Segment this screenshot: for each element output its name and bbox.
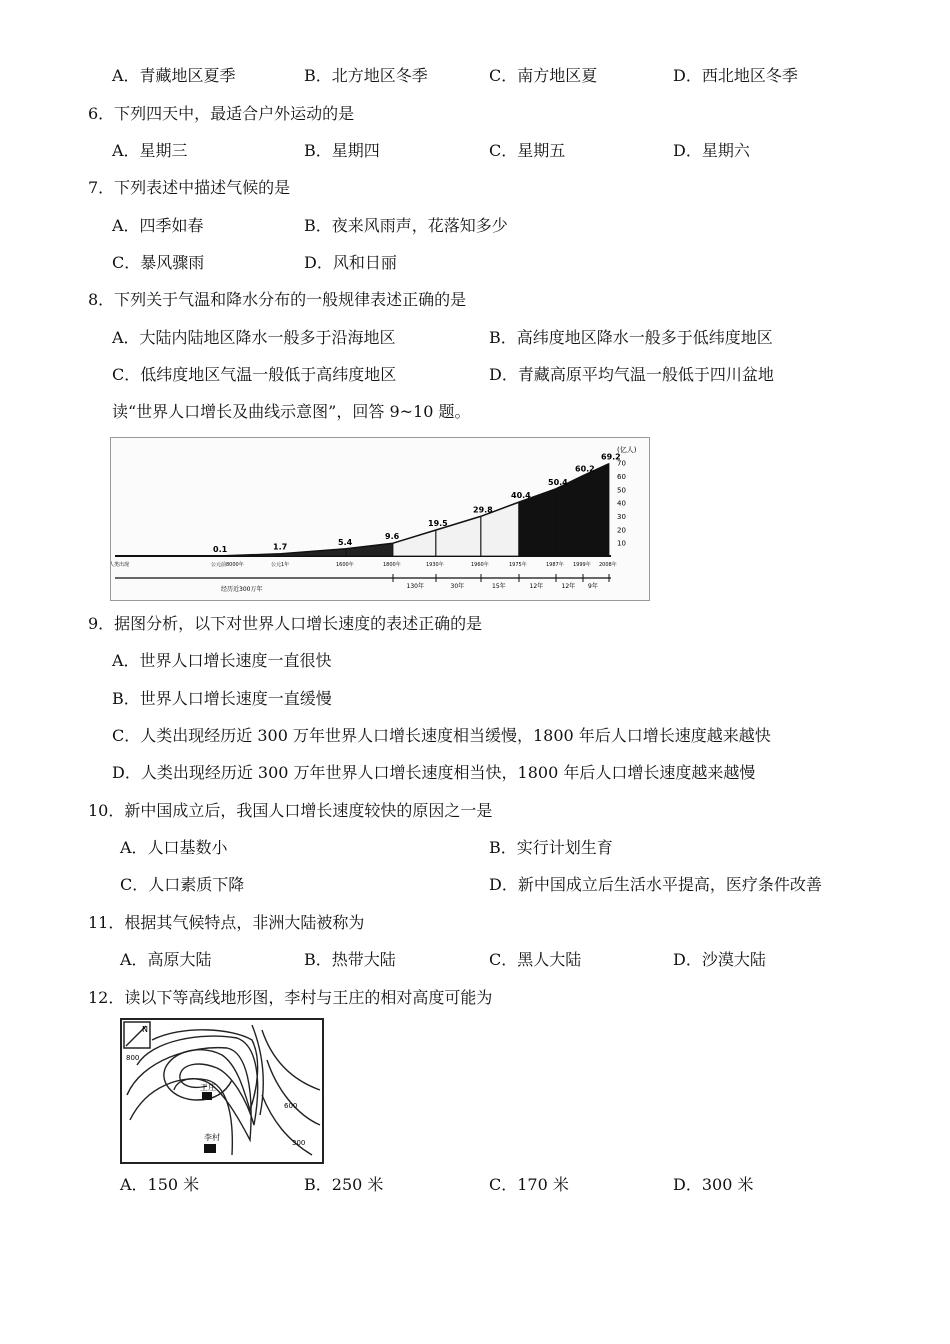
q9-option-b: B．世界人口增长速度一直缓慢: [112, 689, 332, 708]
contour-line: [127, 1048, 251, 1140]
area-segment: [556, 476, 583, 556]
q10-stem: 10．新中国成立后，我国人口增长速度较快的原因之一是: [88, 801, 493, 820]
data-label: 29.8: [473, 505, 493, 515]
licun-label: 李村: [204, 1133, 220, 1142]
data-label: 5.4: [338, 537, 353, 547]
data-label: 60.2: [575, 464, 595, 474]
q11-option-d: D．沙漠大陆: [673, 950, 766, 969]
q12-option-c: C．170 米: [489, 1175, 569, 1194]
data-label: 69.2: [601, 452, 621, 462]
data-label: 19.5: [428, 519, 448, 528]
contour-label-800: 800: [126, 1054, 140, 1062]
q11-option-a: A．高原大陆: [120, 950, 212, 969]
x-tick-label: 1975年: [509, 562, 527, 568]
q10-option-b: B．实行计划生育: [489, 838, 613, 857]
y-tick-label: 50: [617, 486, 626, 495]
q12-option-b: B．250 米: [304, 1175, 384, 1194]
q8-stem: 8．下列关于气温和降水分布的一般规律表述正确的是: [88, 290, 467, 309]
interval-label: 9年: [588, 583, 598, 590]
contour-line: [262, 1030, 320, 1090]
y-tick-label: 40: [617, 499, 626, 508]
q6-stem: 6．下列四天中，最适合户外运动的是: [88, 104, 355, 123]
x-tick-label: 1800年: [383, 562, 401, 568]
q7-stem: 7．下列表述中描述气候的是: [88, 178, 291, 197]
q12-option-d: D．300 米: [673, 1175, 754, 1194]
y-tick-label: 30: [617, 513, 626, 521]
area-segment: [583, 464, 609, 556]
q12-option-a: A．150 米: [120, 1175, 200, 1194]
q8-option-c: C．低纬度地区气温一般低于高纬度地区: [112, 365, 397, 384]
q8-option-b: B．高纬度地区降水一般多于低纬度地区: [489, 328, 773, 347]
population-chart-svg: [111, 438, 649, 600]
north-label: N: [142, 1025, 148, 1034]
x-tick-label: 1960年: [471, 562, 489, 568]
y-tick-label: 70: [617, 459, 626, 468]
x-tick-label: 1987年: [546, 562, 564, 568]
y-tick-label: 60: [617, 473, 626, 481]
q11-option-c: C．黑人大陆: [489, 950, 582, 969]
q9-option-a: A．世界人口增长速度一直很快: [112, 651, 332, 670]
x-tick-label: 人类出现: [111, 562, 130, 568]
data-label: 9.6: [385, 532, 400, 542]
q10-option-c: C．人口素质下降: [120, 875, 245, 894]
x-tick-label: 1930年: [426, 562, 444, 568]
q7-option-a: A．四季如春: [112, 216, 204, 235]
interval-label: 15年: [492, 583, 506, 590]
q9-option-c: C．人类出现经历近 300 万年世界人口增长速度相当缓慢，1800 年后人口增长速度越来越快: [112, 726, 771, 745]
area-segment: [393, 530, 436, 556]
q11-stem: 11．根据其气候特点，非洲大陆被称为: [88, 913, 365, 932]
data-label: 0.1: [213, 544, 228, 554]
x-tick-label: 1999年: [573, 562, 591, 568]
population-chart: [110, 437, 650, 601]
q6-option-d: D．星期六: [673, 141, 750, 160]
q5-option-a: A．青藏地区夏季: [112, 66, 236, 85]
data-label: 40.4: [511, 491, 531, 501]
interval-label: 12年: [561, 583, 576, 590]
wangzhuang-label: 王庄: [200, 1083, 216, 1092]
intro-9-10: 读“世界人口增长及曲线示意图”，回答 9~10 题。: [112, 402, 471, 421]
q12-stem: 12．读以下等高线地形图，李村与王庄的相对高度可能为: [88, 988, 493, 1007]
q6-option-c: C．星期五: [489, 141, 566, 160]
wangzhuang-marker: [202, 1092, 212, 1100]
y-unit-label: (亿人): [617, 446, 637, 454]
x-tick-label: 公元1年: [271, 562, 290, 568]
q7-option-d: D．风和日丽: [304, 253, 397, 272]
x-tick-label: 公元前8000年: [211, 562, 244, 568]
contour-label-600: 600: [284, 1102, 298, 1110]
q6-option-b: B．星期四: [304, 141, 380, 160]
q8-option-a: A．大陆内陆地区降水一般多于沿海地区: [112, 328, 396, 347]
data-label: 1.7: [273, 542, 288, 552]
q10-option-d: D．新中国成立后生活水平提高，医疗条件改善: [489, 875, 822, 894]
x-tick-label: 1600年: [336, 562, 354, 568]
q5-option-d: D．西北地区冬季: [673, 66, 798, 85]
q10-option-a: A．人口基数小: [120, 838, 228, 857]
y-tick-label: 10: [617, 539, 626, 548]
x-tick-label: 2008年: [599, 562, 617, 568]
q6-option-a: A．星期三: [112, 141, 188, 160]
interval-label: 130年: [406, 583, 424, 590]
q7-option-b: B．夜来风雨声，花落知多少: [304, 216, 508, 235]
area-segment: [346, 543, 393, 556]
q8-option-d: D．青藏高原平均气温一般低于四川盆地: [489, 365, 774, 384]
contour-line: [267, 1060, 320, 1125]
interval-label: 12年: [529, 583, 544, 590]
span-label: 经历近300万年: [221, 586, 263, 593]
q5-option-b: B．北方地区冬季: [304, 66, 428, 85]
q7-option-c: C．暴风骤雨: [112, 253, 205, 272]
q9-option-d: D．人类出现经历近 300 万年世界人口增长速度相当快，1800 年后人口增长速度越来越慢: [112, 763, 756, 782]
q5-option-c: C．南方地区夏: [489, 66, 598, 85]
contour-map-svg: [122, 1020, 322, 1162]
interval-label: 30年: [450, 583, 465, 590]
q9-stem: 9．据图分析，以下对世界人口增长速度的表述正确的是: [88, 614, 483, 633]
contour-label-300: 300: [292, 1139, 306, 1147]
licun-marker: [204, 1144, 216, 1153]
y-tick-label: 20: [617, 526, 626, 535]
contour-map: [120, 1018, 324, 1164]
data-label: 50.4: [548, 477, 568, 487]
q11-option-b: B．热带大陆: [304, 950, 396, 969]
